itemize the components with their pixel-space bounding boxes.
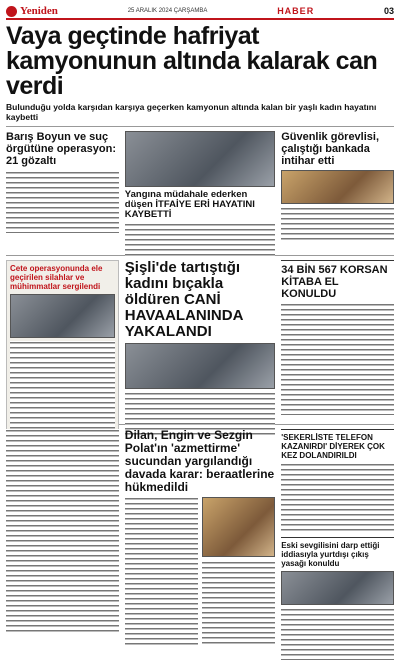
body-text	[125, 223, 275, 257]
story-headline: 'SEKERLİSTE TELEFON KAZANIRDI' DİYEREK ÇOK KEZ DOLANDIRILDI	[281, 433, 385, 460]
story-box	[281, 260, 394, 415]
body-text	[281, 207, 394, 243]
news-photo	[281, 170, 394, 204]
story-center-mid	[125, 260, 275, 420]
issue-date: 25 ARALIK 2024 ÇARŞAMBA	[127, 8, 208, 14]
body-text	[6, 429, 119, 635]
story-headline: Eski sevgilisini darp ettiği iddiasıyla yurtdışı çıkış yasağı konuldu	[281, 541, 380, 568]
story-headline: Yangına müdahale ederken düşen İTFAİYE ERİ HAYATINI KAYBETTİ	[124, 189, 255, 220]
news-photo	[10, 294, 115, 338]
news-photo	[281, 571, 394, 605]
story-body	[125, 497, 275, 647]
story-left-mid	[6, 260, 119, 420]
story-headline: Cete operasyonunda ele geçirilen silahlar ve mühimmatlar sergilendi	[10, 264, 103, 291]
story-headline: Dilan, Engin ve Sezgin Polat'ın 'azmettirme' sucundan yargılandığı davada karar: beraatlerine hükmedildi	[124, 428, 275, 494]
story-right-bottom	[281, 537, 394, 660]
story-headline: 34 BİN 567 KORSAN KİTABA EL KONULDU	[281, 264, 388, 300]
body-text	[281, 303, 394, 415]
story-right-top	[281, 131, 394, 251]
body-text	[281, 463, 394, 533]
top-row	[6, 131, 394, 251]
lead-deck: Bulunduğu yolda karşıdan karşıya geçerken kamyonun altında kalan bir yaşlı kadın hayatını kaybetti	[6, 102, 377, 122]
lead-story	[6, 24, 394, 127]
lead-headline: Vaya geçtinde hafriyat kamyonunun altında kalarak can verdi	[6, 22, 378, 100]
bottom-row	[6, 429, 394, 647]
body-text	[6, 171, 119, 233]
body-text	[10, 341, 115, 429]
news-photo	[202, 497, 275, 557]
body-text	[202, 561, 275, 647]
story-headline: Barış Boyun ve suç örgütüne operasyon: 21 gözaltı	[6, 131, 117, 167]
story-headline: Şişli'de tartıştığı kadını bıçakla öldüren CANİ HAVAALANINDA YAKALANDI	[124, 259, 243, 340]
right-column-low	[281, 429, 394, 647]
story-headline: Güvenlik görevlisi, çalıştığı bankada intihar etti	[281, 131, 380, 167]
middle-row	[6, 260, 394, 420]
story-right-mid	[281, 260, 394, 420]
story-center-top	[125, 131, 275, 251]
news-photo	[125, 343, 275, 389]
logo	[6, 5, 58, 17]
body-text	[281, 608, 394, 660]
logo-icon	[6, 6, 17, 17]
body-text	[125, 497, 198, 647]
masthead	[6, 4, 394, 20]
photo-column	[202, 497, 275, 647]
page-number: 03	[383, 6, 394, 16]
logo-text: Yeniden	[20, 5, 58, 17]
story-center-low	[125, 429, 275, 647]
story-left-top	[6, 131, 119, 251]
news-photo	[125, 131, 275, 187]
left-column-continued	[6, 429, 119, 647]
section-label: HABER	[277, 6, 315, 16]
story-right-low	[281, 429, 394, 533]
story-box	[6, 260, 119, 433]
